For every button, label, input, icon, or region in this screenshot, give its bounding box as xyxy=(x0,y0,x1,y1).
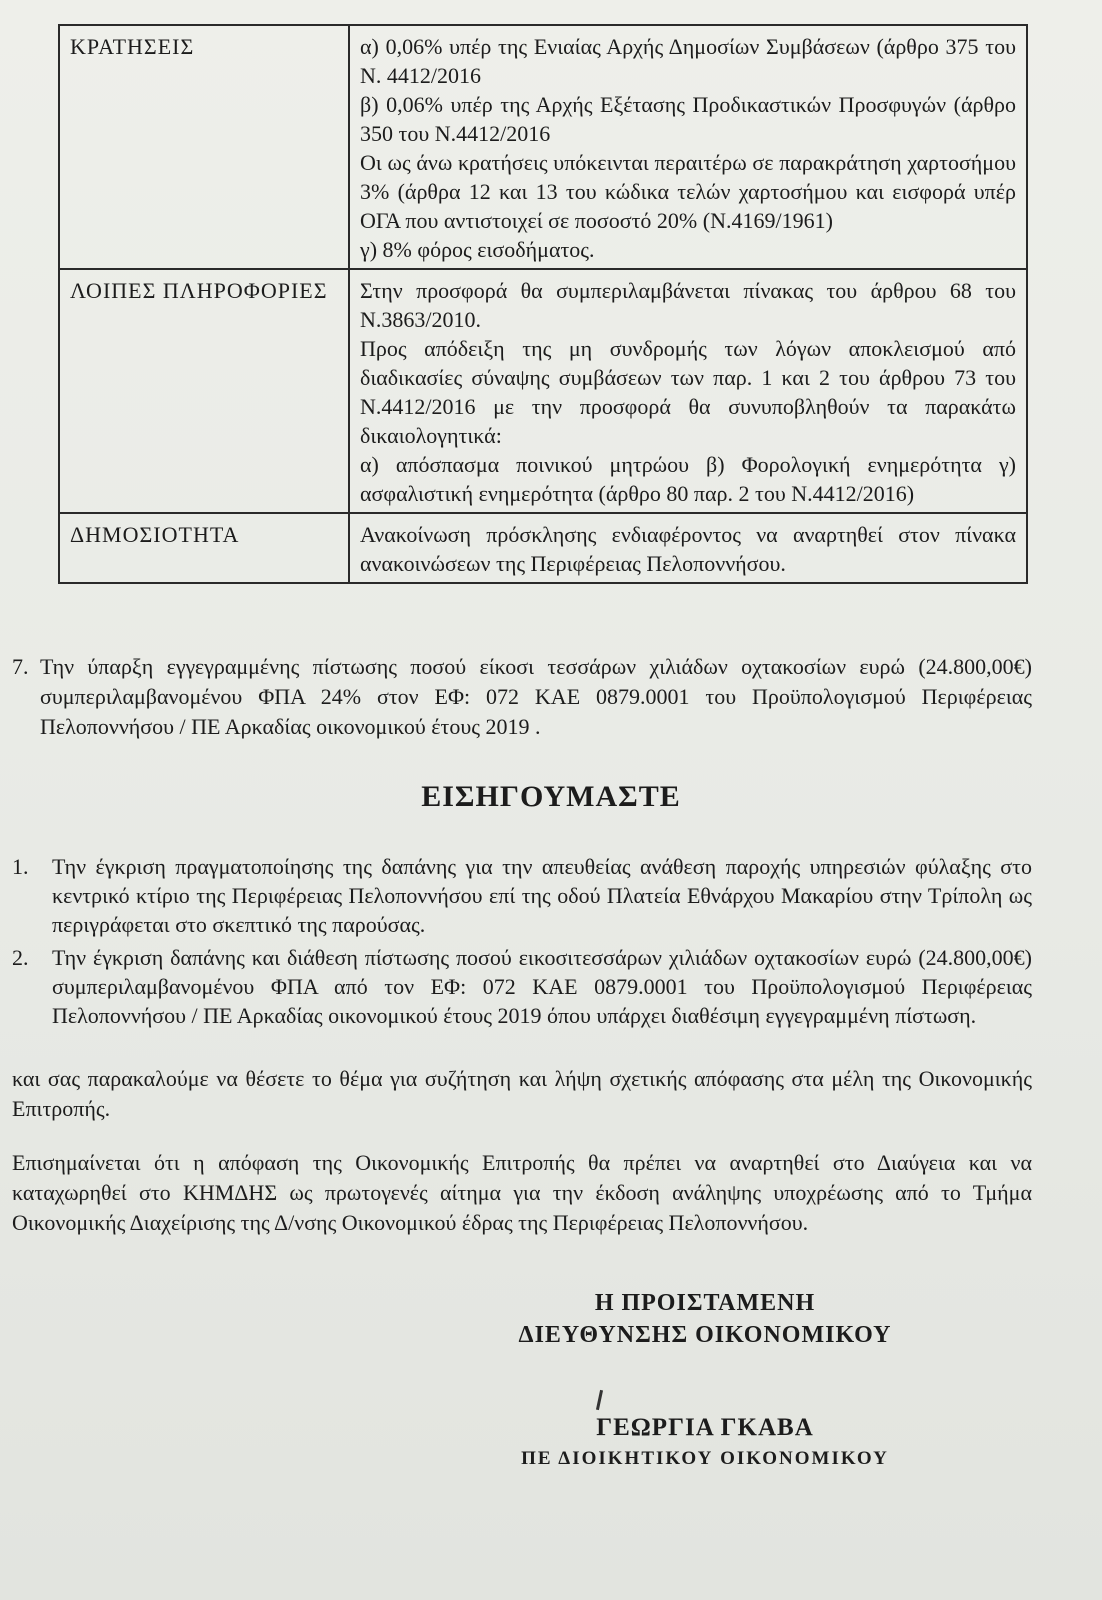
signer-name: ΓΕΩΡΓΙΑ ΓΚΑΒΑ xyxy=(596,1414,814,1441)
value-line: Ανακοίνωση πρόσκλησης ενδιαφέροντος να αναρτηθεί στον πίνακα ανακοινώσεων της Περιφέρειας Πελοποννήσου. xyxy=(360,522,1016,576)
value-line: β) 0,06% υπέρ της Αρχής Εξέτασης Προδικαστικών Προσφυγών (άρθρο 350 του Ν.4412/2016 xyxy=(360,92,1016,146)
row-value xyxy=(349,25,1027,269)
notice-paragraph: Επισημαίνεται ότι η απόφαση της Οικονομικής Επιτροπής θα πρέπει να αναρτηθεί στο Διαύγεια και να καταχωρηθεί στο ΚΗΜΔΗΣ ως πρωτογενές αίτημα για την έκδοση ανάληψης υποχρέωσης από το Τμήμα Οικονομικής Διαχείρισης της Δ/νσης Οικονομικού έδρας της Περιφέρειας Πελοποννήσου. xyxy=(12,1150,1032,1235)
signature-title-line2: ΔΙΕΥΘΥΝΣΗΣ ΟΙΚΟΝΟΜΙΚΟΥ xyxy=(518,1322,892,1348)
value-line: α) απόσπασμα ποινικού μητρώου β) Φορολογική ενημερότητα γ) ασφαλιστική ενημερότητα (άρθρο 80 παρ. 2 του Ν.4412/2016) xyxy=(360,452,1016,506)
item-number: 2. xyxy=(12,945,29,970)
table-row xyxy=(59,25,1027,269)
value-line: Προς απόδειξη της μη συνδρομής των λόγων αποκλεισμού από διαδικασίες σύναψης συμβάσεων των παρ. 1 και 2 του άρθρου 73 του Ν.4412/2016 με την προσφορά θα συνυποβληθούν τα παρακάτω δικαιολογητικά: xyxy=(360,336,1016,448)
value-line: γ) 8% φόρος εισοδήματος. xyxy=(360,237,595,262)
row-label: ΛΟΙΠΕΣ ΠΛΗΡΟΦΟΡΙΕΣ xyxy=(59,269,349,513)
proposals-list xyxy=(12,852,1032,1034)
signature-mark xyxy=(596,1390,603,1410)
item-text: Την έγκριση δαπάνης και διάθεση πίστωσης ποσού εικοσιτεσσάρων χιλιάδων οχτακοσίων ευρώ (24.800,00€) συμπεριλαμβανομένου ΦΠΑ από τον ΕΦ: 072 ΚΑΕ 0879.0001 του Προϋπολογισμού Περιφέρειας Πελοποννήσου / ΠΕ Αρκαδίας οικονομικού έτους 2019 όπου υπάρχει διαθέσιμη εγγεγραμμένη πίστωση. xyxy=(52,945,1032,1028)
value-line: α) 0,06% υπέρ της Ενιαίας Αρχής Δημοσίων Συμβάσεων (άρθρο 375 του Ν. 4412/2016 xyxy=(360,34,1016,88)
request-paragraph: και σας παρακαλούμε να θέσετε το θέμα για συζήτηση και λήψη σχετικής απόφασης στα μέλη της Οικονομικής Επιτροπής. xyxy=(12,1066,1032,1121)
signature-title-line1: Η ΠΡΟΙΣΤΑΜΕΝΗ xyxy=(594,1290,816,1316)
table-row xyxy=(59,269,1027,513)
value-line: Στην προσφορά θα συμπεριλαμβάνεται πίνακας του άρθρου 68 του Ν.3863/2010. xyxy=(360,278,1016,332)
list-item xyxy=(12,852,1032,939)
item-number: 7. xyxy=(12,654,29,679)
item-text: Την έγκριση πραγματοποίησης της δαπάνης για την απευθείας ανάθεση παροχής υπηρεσιών φύλαξης στο κεντρικό κτίριο της Περιφέρειας Πελοποννήσου επί της οδού Πλατεία Εθνάρχου Μακαρίου στην Τρίπολη ως περιγράφεται στο σκεπτικό της παρούσας. xyxy=(52,854,1032,937)
row-label: ΚΡΑΤΗΣΕΙΣ xyxy=(59,25,349,269)
procurement-info-table xyxy=(58,24,1028,584)
row-value xyxy=(349,269,1027,513)
signer-role: ΠΕ ΔΙΟΙΚΗΤΙΚΟΥ ΟΙΚΟΝΟΜΙΚΟΥ xyxy=(521,1448,889,1469)
list-item xyxy=(12,943,1032,1030)
table-row xyxy=(59,513,1027,583)
item-number: 1. xyxy=(12,854,29,879)
section-heading: ΕΙΣΗΓΟΥΜΑΣΤΕ xyxy=(421,780,681,813)
item-7 xyxy=(12,652,1032,742)
row-label: ΔΗΜΟΣΙΟΤΗΤΑ xyxy=(59,513,349,583)
item-text: Την ύπαρξη εγγεγραμμένης πίστωσης ποσού είκοσι τεσσάρων χιλιάδων οχτακοσίων ευρώ (24.800,00€) συμπεριλαμβανομένου ΦΠΑ 24% στον ΕΦ: 072 ΚΑΕ 0879.0001 του Προϋπολογισμού Περιφέρειας Πελοποννήσου / ΠΕ Αρκαδίας οικονομικού έτους 2019 . xyxy=(40,654,1032,739)
value-line: Οι ως άνω κρατήσεις υπόκεινται περαιτέρω σε παρακράτηση χαρτοσήμου 3% (άρθρα 12 και 13 του κώδικα τελών χαρτοσήμου και εισφορά υπέρ ΟΓΑ που αντιστοιχεί σε ποσοστό 20% (Ν.4169/1961) xyxy=(360,150,1016,233)
row-value xyxy=(349,513,1027,583)
